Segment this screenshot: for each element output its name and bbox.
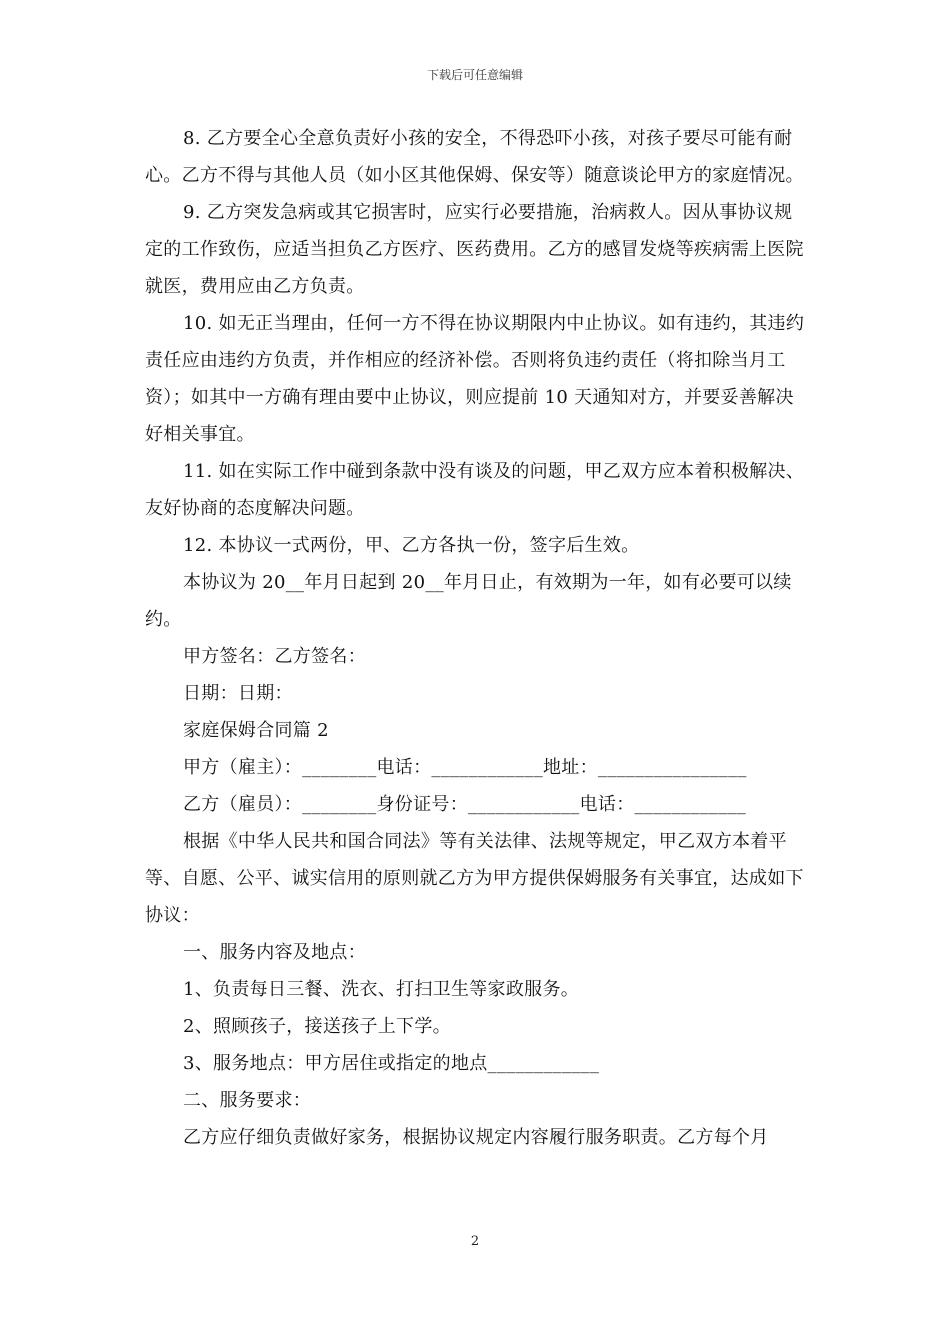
document-body (145, 120, 810, 1156)
date-line: 日期：日期： (183, 683, 293, 704)
party-a-info: 甲方（雇主）：________电话：____________地址：________________ (183, 757, 747, 778)
heading-service-requirements: 二、服务要求： (183, 1090, 312, 1111)
page-number: 2 (470, 1234, 480, 1249)
page-header: 下载后可任意编辑 (426, 68, 523, 82)
service-item-2: 2、照顾孩子，接送孩子上下学。 (183, 1016, 451, 1037)
party-b-info: 乙方（雇员）：________身份证号：____________电话：____________ (183, 794, 747, 815)
service-item-3: 3、服务地点：甲方居住或指定的地点____________ (183, 1053, 600, 1074)
clause-9: 9. 乙方突发急病或其它损害时，应实行必要措施，治病救人。因从事协议规定的工作致伤，应适当担负乙方医疗、医药费用。乙方的感冒发烧等疾病需上医院就医，费用应由乙方负责。 (145, 202, 804, 297)
section-title: 家庭保姆合同篇 2 (183, 720, 329, 741)
contract-preamble: 根据《中华人民共和国合同法》等有关法律、法规等规定，甲乙双方本着平等、自愿、公平、诚实信用的原则就乙方为甲方提供保姆服务有关事宜，达成如下协议： (145, 831, 804, 926)
clause-8: 8. 乙方要全心全意负责好小孩的安全，不得恐吓小孩，对孩子要尽可能有耐心。乙方不得与其他人员（如小区其他保姆、保安等）随意谈论甲方的家庭情况。 (145, 128, 804, 186)
clause-12: 12. 本协议一式两份，甲、乙方各执一份，签字后生效。 (183, 535, 640, 556)
clause-11: 11. 如在实际工作中碰到条款中没有谈及的问题，甲乙双方应本着积极解决、友好协商的态度解决问题。 (145, 461, 805, 519)
service-item-1: 1、负责每日三餐、洗衣、打扫卫生等家政服务。 (183, 979, 580, 1000)
clause-10: 10. 如无正当理由，任何一方不得在协议期限内中止协议。如有违约，其违约责任应由违约方负责，并作相应的经济补偿。否则将负违约责任（将扣除当月工资）；如其中一方确有理由要中止协议，则应提前 10 天通知对方，并要妥善解决好相关事宜。 (145, 313, 805, 445)
heading-service-content: 一、服务内容及地点： (183, 942, 366, 963)
service-requirements-text: 乙方应仔细负责做好家务，根据协议规定内容履行服务职责。乙方每个月 (183, 1127, 769, 1148)
signature-line: 甲方签名：乙方签名： (183, 646, 366, 667)
validity-period: 本协议为 20__年月日起到 20__年月日止，有效期为一年，如有必要可以续约。 (145, 572, 792, 630)
